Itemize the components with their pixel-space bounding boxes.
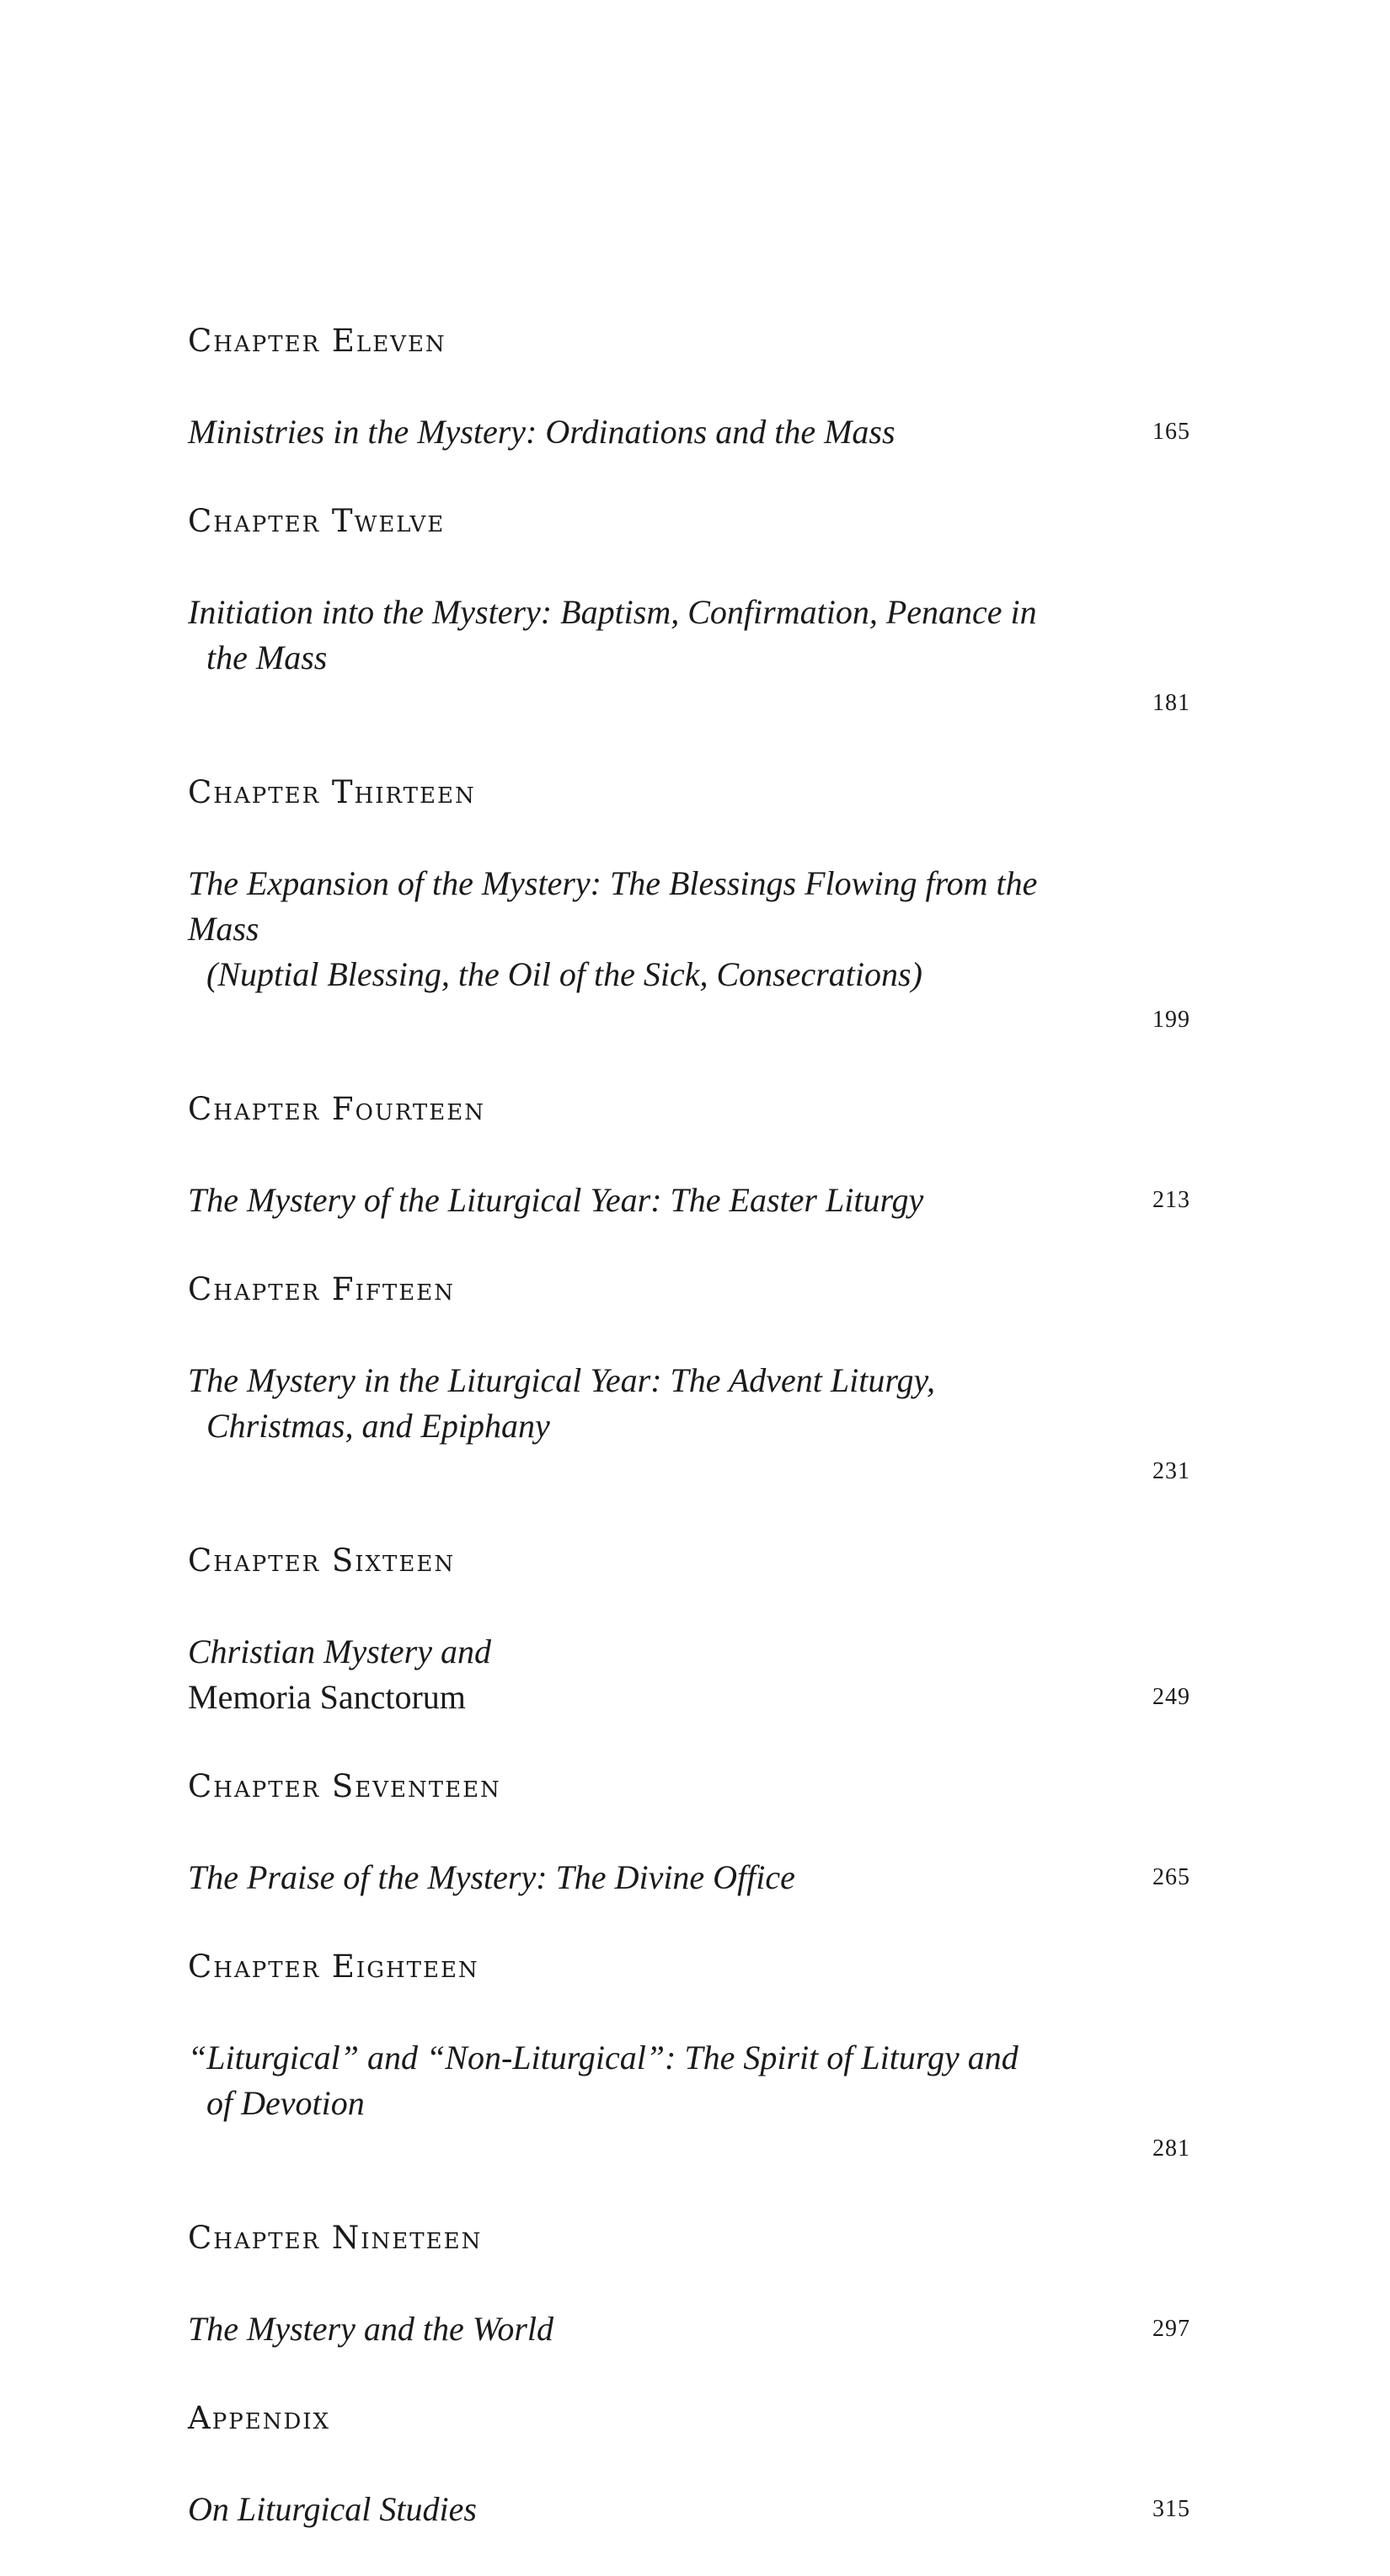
chapter-title xyxy=(188,1132,923,1223)
page-number: 297 xyxy=(1152,2316,1190,2342)
chapter-title-line1: The Praise of the Mystery: The Divine Office xyxy=(188,1858,795,1896)
chapter-title xyxy=(188,815,1098,1043)
toc-entry-chapter-twelve xyxy=(188,499,1190,726)
chapter-heading: Chapter Fifteen xyxy=(188,1271,455,1307)
chapter-title-line1: Ministries in the Mystery: Ordinations and the Mass xyxy=(188,413,895,451)
chapter-title-line2: the Mass xyxy=(206,639,328,676)
toc-entry-chapter-fourteen xyxy=(188,1087,1190,1223)
chapter-heading: Chapter Nineteen xyxy=(188,2220,483,2256)
chapter-title xyxy=(188,1312,935,1494)
page-number: 265 xyxy=(1152,1864,1190,1890)
chapter-title-line2: of Devotion xyxy=(206,2084,365,2122)
chapter-heading: Appendix xyxy=(188,2400,331,2436)
toc-entry-chapter-thirteen xyxy=(188,770,1190,1043)
toc-entry-appendix xyxy=(188,2396,1190,2532)
page-number: 315 xyxy=(1152,2496,1190,2522)
chapter-heading: Chapter Sixteen xyxy=(188,1542,456,1579)
chapter-title-line2: Christmas, and Epiphany xyxy=(206,1407,550,1445)
chapter-title-line1: The Mystery and the World xyxy=(188,2310,554,2348)
toc-entry-chapter-sixteen xyxy=(188,1538,1190,1720)
chapter-heading: Chapter Eleven xyxy=(188,323,446,359)
chapter-title-line1: The Mystery in the Liturgical Year: The Advent Liturgy, xyxy=(188,1361,935,1399)
page-number: 213 xyxy=(1152,1187,1190,1213)
chapter-title xyxy=(188,2441,477,2532)
chapter-title-roman: Memoria Sanctorum xyxy=(188,1678,466,1716)
chapter-heading: Chapter Thirteen xyxy=(188,774,476,810)
page-number: 199 xyxy=(1152,1007,1190,1033)
chapter-title-line2: (Nuptial Blessing, the Oil of the Sick, Consecrations) xyxy=(206,955,922,993)
chapter-title-line1: The Mystery of the Liturgical Year: The Easter Liturgy xyxy=(188,1181,924,1219)
page-number: 181 xyxy=(1152,690,1190,716)
table-of-contents xyxy=(188,318,1190,2576)
chapter-heading: Chapter Fourteen xyxy=(188,1091,485,1127)
page-number: 231 xyxy=(1152,1458,1190,1484)
toc-entry-chapter-nineteen xyxy=(188,2215,1190,2352)
page-number: 165 xyxy=(1152,419,1190,445)
chapter-title-line1: The Expansion of the Mystery: The Blessings Flowing from the Mass xyxy=(188,864,1038,948)
chapter-title-line1: On Liturgical Studies xyxy=(188,2490,477,2528)
chapter-heading: Chapter Eighteen xyxy=(188,1948,479,1985)
toc-entry-chapter-seventeen xyxy=(188,1764,1190,1900)
chapter-heading: Chapter Seventeen xyxy=(188,1768,501,1804)
page-number: 249 xyxy=(1152,1684,1190,1710)
toc-entry-chapter-eighteen xyxy=(188,1944,1190,2172)
chapter-title-line1: Initiation into the Mystery: Baptism, Confirmation, Penance in xyxy=(188,593,1037,631)
chapter-title xyxy=(188,1809,795,1900)
toc-entry-chapter-eleven xyxy=(188,318,1190,455)
chapter-title xyxy=(188,2261,553,2352)
chapter-title-line1: “Liturgical” and “Non-Liturgical”: The Spirit of Liturgy and xyxy=(188,2039,1018,2076)
chapter-heading: Chapter Twelve xyxy=(188,503,446,539)
chapter-title-italic: Christian Mystery and xyxy=(188,1633,491,1670)
chapter-title xyxy=(188,1584,491,1720)
chapter-title xyxy=(188,544,1037,726)
page-number: 281 xyxy=(1152,2135,1190,2162)
toc-entry-chapter-fifteen xyxy=(188,1267,1190,1494)
chapter-title xyxy=(188,1990,1018,2172)
chapter-title xyxy=(188,364,895,455)
